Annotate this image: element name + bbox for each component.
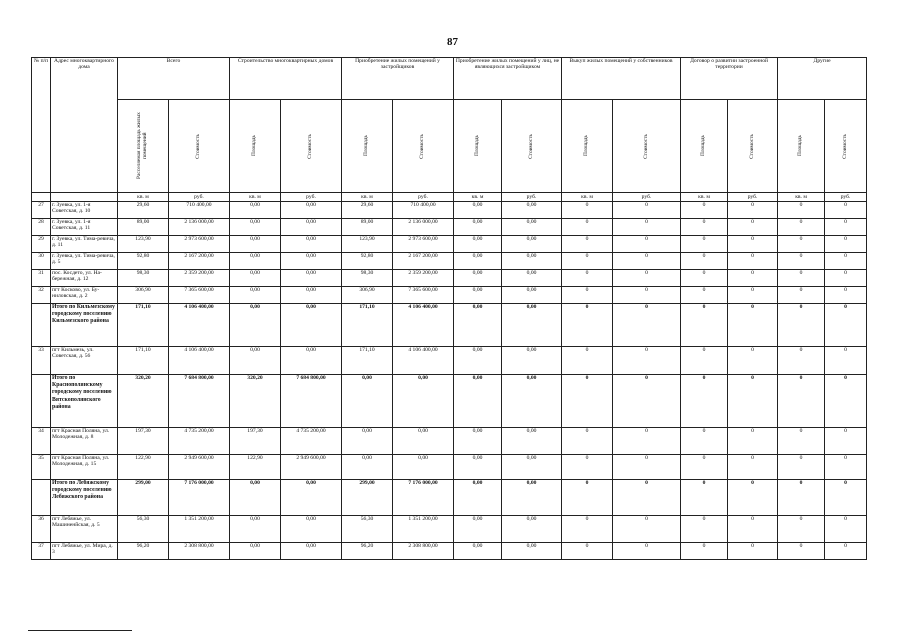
header-group-buyout: Выкуп жилых помещений у собственников <box>562 58 681 100</box>
cost-cell: 0,00 <box>502 347 562 375</box>
cost-cell: 0 <box>728 236 778 253</box>
area-cell: 56,30 <box>118 516 169 543</box>
table-row <box>32 287 867 304</box>
cost-cell: 0 <box>728 270 778 287</box>
row-number: 27 <box>32 202 51 219</box>
cost-cell: 4 106 400,00 <box>393 347 454 375</box>
area-cell: 197,30 <box>230 428 281 455</box>
cost-cell: 0,00 <box>281 543 342 560</box>
area-cell: 0 <box>562 480 613 516</box>
area-cell: 0 <box>562 455 613 480</box>
cost-cell: 0 <box>825 455 867 480</box>
table-row <box>32 516 867 543</box>
table-row <box>32 455 867 480</box>
area-cell: 0 <box>681 304 728 347</box>
area-cell: 0 <box>681 455 728 480</box>
cost-cell: 0,00 <box>281 219 342 236</box>
cost-cell: 2 949 600,00 <box>281 455 342 480</box>
area-cell: 0 <box>681 375 728 428</box>
cost-cell: 0 <box>613 219 681 236</box>
area-cell: 89,00 <box>342 219 393 236</box>
area-cell: 0,00 <box>454 236 502 253</box>
area-cell: 29,60 <box>342 202 393 219</box>
cost-cell: 0 <box>613 543 681 560</box>
area-cell: 0 <box>562 287 613 304</box>
cost-cell: 2 973 600,00 <box>393 236 454 253</box>
area-cell: 171,10 <box>342 347 393 375</box>
address-cell: пос. Косдето, ул. На-бережная, д. 12 <box>51 270 118 287</box>
row-number: 33 <box>32 347 51 375</box>
area-cell: 0,00 <box>454 543 502 560</box>
cost-cell: 0,00 <box>502 253 562 270</box>
area-cell: 0,00 <box>454 480 502 516</box>
row-number: 35 <box>32 455 51 480</box>
area-cell: 98,30 <box>118 270 169 287</box>
address-cell: г. Зуевка, ул. Тима-ревича, д. 5 <box>51 253 118 270</box>
cost-cell: 0 <box>825 347 867 375</box>
cost-cell: 0 <box>728 347 778 375</box>
sub-header: Площадь <box>681 100 728 193</box>
header-group-other: Другие <box>778 58 867 100</box>
sub-header: Площадь <box>342 100 393 193</box>
cost-cell: 1 351 200,00 <box>169 516 230 543</box>
address-cell: пгт Кильмезь, ул. Советская, д. 56 <box>51 347 118 375</box>
row-number: 37 <box>32 543 51 560</box>
header-group-total: Всего <box>118 58 230 100</box>
area-cell: 0 <box>562 236 613 253</box>
area-cell: 0 <box>681 516 728 543</box>
address-cell: г. Зуевка, ул. Тима-ревича, д. 11 <box>51 236 118 253</box>
cost-cell: 0,00 <box>281 270 342 287</box>
cost-cell: 0 <box>728 304 778 347</box>
area-cell: 0,00 <box>454 304 502 347</box>
area-cell: 0 <box>778 287 825 304</box>
area-cell: 0 <box>778 428 825 455</box>
area-cell: 0,00 <box>454 347 502 375</box>
row-number: 32 <box>32 287 51 304</box>
cost-cell: 7 684 800,00 <box>169 375 230 428</box>
area-cell: 0,00 <box>230 516 281 543</box>
area-cell: 0 <box>681 480 728 516</box>
cost-cell: 0 <box>613 253 681 270</box>
area-cell: 0,00 <box>454 516 502 543</box>
cost-cell: 0 <box>825 253 867 270</box>
area-cell: 0 <box>681 428 728 455</box>
cost-cell: 0,00 <box>502 428 562 455</box>
table-row <box>32 202 867 219</box>
sub-header: Площадь <box>454 100 502 193</box>
header-group-row <box>32 58 867 100</box>
row-number: 34 <box>32 428 51 455</box>
cost-cell: 4 106 400,00 <box>393 304 454 347</box>
area-cell: 0,00 <box>230 219 281 236</box>
area-cell: 0 <box>562 543 613 560</box>
area-cell: 0,00 <box>342 428 393 455</box>
area-cell: 0,00 <box>230 236 281 253</box>
area-cell: 0 <box>562 347 613 375</box>
area-cell: 171,10 <box>342 304 393 347</box>
cost-cell: 0,00 <box>502 455 562 480</box>
cost-cell: 0 <box>728 202 778 219</box>
sub-header: Расселяемая площадь жилых помещений <box>118 100 169 193</box>
cost-cell: 0 <box>728 480 778 516</box>
cost-cell: 0 <box>825 516 867 543</box>
area-cell: 0,00 <box>230 480 281 516</box>
cost-cell: 0 <box>613 347 681 375</box>
units-cell: кв. м <box>230 193 281 202</box>
units-cell: руб. <box>825 193 867 202</box>
cost-cell: 0,00 <box>502 287 562 304</box>
cost-cell: 0 <box>728 516 778 543</box>
units-cell <box>51 193 118 202</box>
area-cell: 306,90 <box>342 287 393 304</box>
cost-cell: 0 <box>825 543 867 560</box>
table-row <box>32 543 867 560</box>
row-number: 28 <box>32 219 51 236</box>
cost-cell: 4 106 400,00 <box>169 347 230 375</box>
area-cell: 92,80 <box>342 253 393 270</box>
subtotal-label: Итого по Лебяжскому городскому поселению Лебяжского района <box>51 480 118 516</box>
cost-cell: 0 <box>613 428 681 455</box>
area-cell: 0,00 <box>342 455 393 480</box>
cost-cell: 710 400,00 <box>169 202 230 219</box>
cost-cell: 7 365 600,00 <box>169 287 230 304</box>
area-cell: 0 <box>562 428 613 455</box>
row-number: 31 <box>32 270 51 287</box>
area-cell: 0 <box>562 219 613 236</box>
sub-header: Площадь <box>778 100 825 193</box>
area-cell: 0,00 <box>454 287 502 304</box>
cost-cell: 0,00 <box>502 219 562 236</box>
area-cell: 0,00 <box>342 375 393 428</box>
cost-cell: 0 <box>613 480 681 516</box>
cost-cell: 0 <box>825 304 867 347</box>
area-cell: 0 <box>681 219 728 236</box>
sub-header: Стоимость <box>502 100 562 193</box>
cost-cell: 0,00 <box>281 287 342 304</box>
cost-cell: 0,00 <box>281 202 342 219</box>
units-cell: кв. м <box>562 193 613 202</box>
cost-cell: 2 359 200,00 <box>169 270 230 287</box>
cost-cell: 0 <box>825 219 867 236</box>
cost-cell: 0 <box>613 304 681 347</box>
area-cell: 0 <box>778 543 825 560</box>
area-cell: 0 <box>681 347 728 375</box>
area-cell: 122,90 <box>230 455 281 480</box>
cost-cell: 0 <box>825 375 867 428</box>
units-cell: кв. м <box>454 193 502 202</box>
sub-header: Площадь <box>562 100 613 193</box>
cost-cell: 0,00 <box>393 375 454 428</box>
area-cell: 0 <box>778 347 825 375</box>
area-cell: 197,30 <box>118 428 169 455</box>
units-cell: руб. <box>728 193 778 202</box>
cost-cell: 0 <box>728 543 778 560</box>
cost-cell: 0 <box>825 202 867 219</box>
cost-cell: 7 365 600,00 <box>393 287 454 304</box>
area-cell: 123,90 <box>342 236 393 253</box>
cost-cell: 0 <box>728 253 778 270</box>
subtotal-row <box>32 304 867 347</box>
cost-cell: 0,00 <box>502 480 562 516</box>
area-cell: 0,00 <box>230 543 281 560</box>
area-cell: 0,00 <box>454 428 502 455</box>
cost-cell: 7 176 000,00 <box>393 480 454 516</box>
area-cell: 98,30 <box>342 270 393 287</box>
area-cell: 0,00 <box>230 287 281 304</box>
units-cell: руб. <box>169 193 230 202</box>
address-cell: пгт Красная Поляна, ул. Молодежная, д. 8 <box>51 428 118 455</box>
cost-cell: 2 167 200,00 <box>169 253 230 270</box>
table-row <box>32 253 867 270</box>
cost-cell: 0 <box>728 455 778 480</box>
cost-cell: 0 <box>825 287 867 304</box>
header-address: Адрес многоквартирного дома <box>51 58 118 193</box>
units-cell: кв. м <box>342 193 393 202</box>
cost-cell: 2 308 800,00 <box>393 543 454 560</box>
table-row <box>32 428 867 455</box>
area-cell: 0 <box>681 270 728 287</box>
cost-cell: 0 <box>613 516 681 543</box>
area-cell: 306,90 <box>118 287 169 304</box>
cost-cell: 0,00 <box>281 480 342 516</box>
cost-cell: 4 735 200,00 <box>169 428 230 455</box>
cost-cell: 0 <box>613 375 681 428</box>
cost-cell: 710 400,00 <box>393 202 454 219</box>
area-cell: 299,00 <box>342 480 393 516</box>
cost-cell: 0,00 <box>281 516 342 543</box>
area-cell: 0 <box>778 375 825 428</box>
row-number <box>32 480 51 516</box>
area-cell: 89,00 <box>118 219 169 236</box>
cost-cell: 0,00 <box>393 428 454 455</box>
area-cell: 0 <box>778 253 825 270</box>
address-cell: пгт Красная Поляна, ул. Молодежная, д. 15 <box>51 455 118 480</box>
area-cell: 0,00 <box>230 202 281 219</box>
cost-cell: 7 176 000,00 <box>169 480 230 516</box>
area-cell: 0,00 <box>454 455 502 480</box>
sub-header: Стоимость <box>393 100 454 193</box>
row-number: 30 <box>32 253 51 270</box>
area-cell: 0,00 <box>230 347 281 375</box>
cost-cell: 0 <box>825 270 867 287</box>
area-cell: 0 <box>681 236 728 253</box>
units-cell: руб. <box>613 193 681 202</box>
table-row <box>32 219 867 236</box>
cost-cell: 1 351 200,00 <box>393 516 454 543</box>
area-cell: 0,00 <box>230 304 281 347</box>
cost-cell: 0,00 <box>281 304 342 347</box>
cost-cell: 0 <box>825 236 867 253</box>
area-cell: 0 <box>778 516 825 543</box>
area-cell: 0,00 <box>454 270 502 287</box>
cost-cell: 0 <box>613 287 681 304</box>
cost-cell: 0,00 <box>502 516 562 543</box>
area-cell: 0,00 <box>230 270 281 287</box>
area-cell: 0,00 <box>454 375 502 428</box>
cost-cell: 0,00 <box>281 253 342 270</box>
address-cell: г. Зуевка, ул. 1-я Советская, д. 11 <box>51 219 118 236</box>
area-cell: 171,10 <box>118 347 169 375</box>
cost-cell: 0,00 <box>281 236 342 253</box>
area-cell: 0 <box>562 270 613 287</box>
cost-cell: 0 <box>728 428 778 455</box>
cost-cell: 2 949 600,00 <box>169 455 230 480</box>
header-group-non-developers: Приобретение жилых помещений у лиц, не являющихся застройщиком <box>454 58 562 100</box>
table-row <box>32 270 867 287</box>
units-cell: руб. <box>281 193 342 202</box>
area-cell: 0 <box>681 543 728 560</box>
area-cell: 0,00 <box>230 253 281 270</box>
header-group-construction: Строительство многоквартирных домов <box>230 58 342 100</box>
area-cell: 0,00 <box>454 253 502 270</box>
units-cell: кв. м <box>681 193 728 202</box>
area-cell: 122,90 <box>118 455 169 480</box>
header-num: № п/п <box>32 58 51 193</box>
cost-cell: 0,00 <box>502 304 562 347</box>
cost-cell: 0,00 <box>502 236 562 253</box>
area-cell: 92,80 <box>118 253 169 270</box>
area-cell: 0 <box>778 219 825 236</box>
cost-cell: 2 308 800,00 <box>169 543 230 560</box>
area-cell: 320,20 <box>118 375 169 428</box>
table-row <box>32 236 867 253</box>
area-cell: 0 <box>562 253 613 270</box>
address-cell: пгт Лебяжье, ул. Мира, д. 3 <box>51 543 118 560</box>
cost-cell: 0 <box>825 480 867 516</box>
table-row <box>32 347 867 375</box>
cost-cell: 7 684 800,00 <box>281 375 342 428</box>
cost-cell: 0 <box>825 428 867 455</box>
cost-cell: 2 973 600,00 <box>169 236 230 253</box>
subtotal-label: Итого по Краснополянскому городскому поселению Вятскополянского района <box>51 375 118 428</box>
row-number <box>32 375 51 428</box>
sub-header: Стоимость <box>825 100 867 193</box>
cost-cell: 2 359 200,00 <box>393 270 454 287</box>
row-number: 36 <box>32 516 51 543</box>
area-cell: 320,20 <box>230 375 281 428</box>
cost-cell: 2 136 000,00 <box>393 219 454 236</box>
sub-header: Площадь <box>230 100 281 193</box>
subtotal-label: Итого по Кильмезскому городскому поселению Кильмезского района <box>51 304 118 347</box>
units-cell: кв. м <box>778 193 825 202</box>
header-group-territory: Договор о развитии застроенной территории <box>681 58 778 100</box>
area-cell: 0 <box>778 270 825 287</box>
row-number <box>32 304 51 347</box>
subtotal-row <box>32 375 867 428</box>
area-cell: 171,10 <box>118 304 169 347</box>
area-cell: 0,00 <box>454 202 502 219</box>
area-cell: 0 <box>562 516 613 543</box>
sub-header: Стоимость <box>728 100 778 193</box>
cost-cell: 0 <box>613 270 681 287</box>
area-cell: 0 <box>562 375 613 428</box>
sub-header: Стоимость <box>169 100 230 193</box>
area-cell: 96,20 <box>118 543 169 560</box>
units-cell: руб. <box>393 193 454 202</box>
address-cell: пгт Лебяжье, ул. Машиненйская, д. 5 <box>51 516 118 543</box>
cost-cell: 0,00 <box>393 455 454 480</box>
area-cell: 0 <box>681 202 728 219</box>
units-cell <box>32 193 51 202</box>
cost-cell: 2 167 200,00 <box>393 253 454 270</box>
area-cell: 96,20 <box>342 543 393 560</box>
sub-header: Стоимость <box>613 100 681 193</box>
table-body <box>32 202 867 560</box>
cost-cell: 0 <box>613 455 681 480</box>
footnote-separator <box>28 630 132 631</box>
cost-cell: 0 <box>728 287 778 304</box>
header-sub-row <box>32 100 867 193</box>
cost-cell: 0,00 <box>502 202 562 219</box>
row-number: 29 <box>32 236 51 253</box>
address-cell: г. Зуевка, ул. 1-я Советская, д. 10 <box>51 202 118 219</box>
address-cell: пгт Косково, ул. Бу-ниловская, д. 2 <box>51 287 118 304</box>
cost-cell: 4 735 200,00 <box>281 428 342 455</box>
area-cell: 0 <box>562 304 613 347</box>
sub-header: Стоимость <box>281 100 342 193</box>
units-row <box>32 193 867 202</box>
cost-cell: 0,00 <box>502 375 562 428</box>
header-group-developers: Приобретение жилых помещений у застройщиков <box>342 58 454 100</box>
cost-cell: 2 136 000,00 <box>169 219 230 236</box>
area-cell: 0,00 <box>454 219 502 236</box>
cost-cell: 0 <box>613 236 681 253</box>
area-cell: 0 <box>778 455 825 480</box>
cost-cell: 0,00 <box>502 543 562 560</box>
cost-cell: 4 106 400,00 <box>169 304 230 347</box>
area-cell: 0 <box>681 253 728 270</box>
area-cell: 0 <box>778 202 825 219</box>
cost-cell: 0,00 <box>281 347 342 375</box>
cost-cell: 0,00 <box>502 270 562 287</box>
resettlement-table <box>31 57 867 560</box>
area-cell: 0 <box>562 202 613 219</box>
page-number: 87 <box>447 36 458 48</box>
area-cell: 0 <box>778 480 825 516</box>
area-cell: 0 <box>681 287 728 304</box>
area-cell: 0 <box>778 304 825 347</box>
area-cell: 56,30 <box>342 516 393 543</box>
units-cell: кв. м <box>118 193 169 202</box>
area-cell: 299,00 <box>118 480 169 516</box>
subtotal-row <box>32 480 867 516</box>
area-cell: 29,60 <box>118 202 169 219</box>
units-cell: руб. <box>502 193 562 202</box>
cost-cell: 0 <box>728 375 778 428</box>
area-cell: 123,90 <box>118 236 169 253</box>
area-cell: 0 <box>778 236 825 253</box>
cost-cell: 0 <box>613 202 681 219</box>
cost-cell: 0 <box>728 219 778 236</box>
